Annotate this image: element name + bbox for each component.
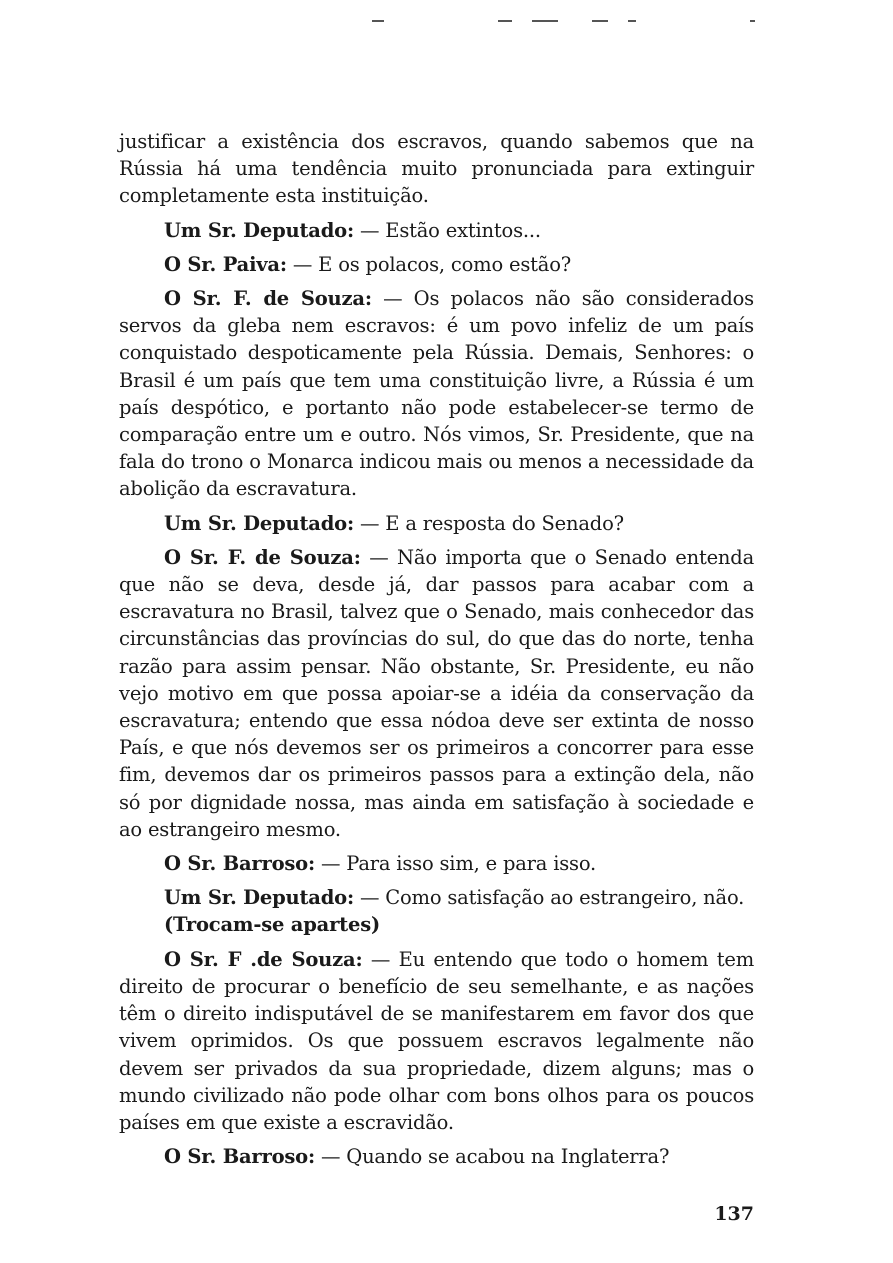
scan-artifact [498, 20, 512, 22]
speaker-name: O Sr. F. de Souza: [164, 545, 361, 569]
scan-artifact [592, 20, 608, 22]
scan-artifact [628, 20, 636, 22]
speech-text: — Como satisfação ao estrangeiro, não. [359, 886, 745, 910]
speech-text: — Eu entendo que todo o homem tem direito de procurar o benefício de seu semelhante, e as nações têm o direito indisputável de se manifestarem em favor dos que vivem oprimidos. Os que possuem escravos legalmente não devem ser privados da sua propriedade, dizem alguns; mas o mundo civilizado não pode olhar com bons olhos para os poucos países em que existe a escravidão. [119, 947, 755, 1134]
speaker-name: Um Sr. Deputado: [164, 218, 354, 242]
speech-turn [119, 850, 754, 877]
speech-turn [119, 1143, 754, 1170]
speech-text: — Não importa que o Senado entenda que não se deva, desde já, dar passos para acabar com a escravatura no Brasil, talvez que o Senado, mais conhecedor das circunstâncias das províncias do sul, do que das do norte, tenha razão para assim pensar. Não obstante, Sr. Presidente, eu não vejo motivo em que possa apoiar-se a idéia da conservação da escravatura; entendo que essa nódoa deve ser extinta de nosso País, e que nós devemos ser os primeiros a concorrer para esse fim, devemos dar os primeiros passos para a extinção dela, não só por dignidade nossa, mas ainda em satisfação à sociedade e ao estrangeiro mesmo. [119, 545, 755, 841]
speaker-name: Um Sr. Deputado: [164, 511, 354, 535]
scan-artifact [750, 20, 755, 22]
page-body [119, 128, 754, 1177]
speech-turn [119, 544, 754, 843]
opening-paragraph [119, 128, 754, 210]
speech-text: — Quando se acabou na Inglaterra? [320, 1145, 670, 1169]
speaker-name: O Sr. F .de Souza: [164, 947, 363, 971]
scan-artifact [532, 20, 558, 22]
speech-turn [119, 946, 754, 1136]
speech-turn [119, 217, 754, 244]
speech-text: — E a resposta do Senado? [359, 511, 624, 535]
speech-text: — Os polacos não são considerados servos da gleba nem escravos: é um povo infeliz de um país conquistado despoticamente pela Rússia. Demais, Senhores: o Brasil é um país que tem uma constituição livre, a Rússia é um país despótico, e portanto não pode estabelecer-se termo de comparação entre um e outro. Nós vimos, Sr. Presidente, que na fala do trono o Monarca indicou mais ou menos a necessidade da abolição da escravatura. [119, 287, 754, 501]
speaker-name: O Sr. Paiva: [164, 252, 287, 276]
page-number: 137 [714, 1203, 754, 1225]
speaker-name: Um Sr. Deputado: [164, 886, 354, 910]
scan-artifact [372, 20, 384, 22]
opening-text: justificar a existência dos escravos, quando sabemos que na Rússia há uma tendência muito pronunciada para extinguir completamente esta instituição. [119, 130, 754, 208]
speech-text: — Para isso sim, e para isso. [320, 852, 597, 876]
speech-text: — Estão extintos... [359, 218, 541, 242]
speaker-name: O Sr. F. de Souza: [164, 287, 372, 311]
speaker-name: O Sr. Barroso: [164, 852, 315, 876]
speech-turn [119, 510, 754, 537]
speech-turn [119, 251, 754, 278]
speaker-name: O Sr. Barroso: [164, 1145, 315, 1169]
stage-direction: (Trocam-se apartes) [164, 913, 381, 937]
speech-turn [119, 884, 754, 911]
speech-turn [119, 285, 754, 503]
speech-text: — E os polacos, como estão? [292, 252, 571, 276]
